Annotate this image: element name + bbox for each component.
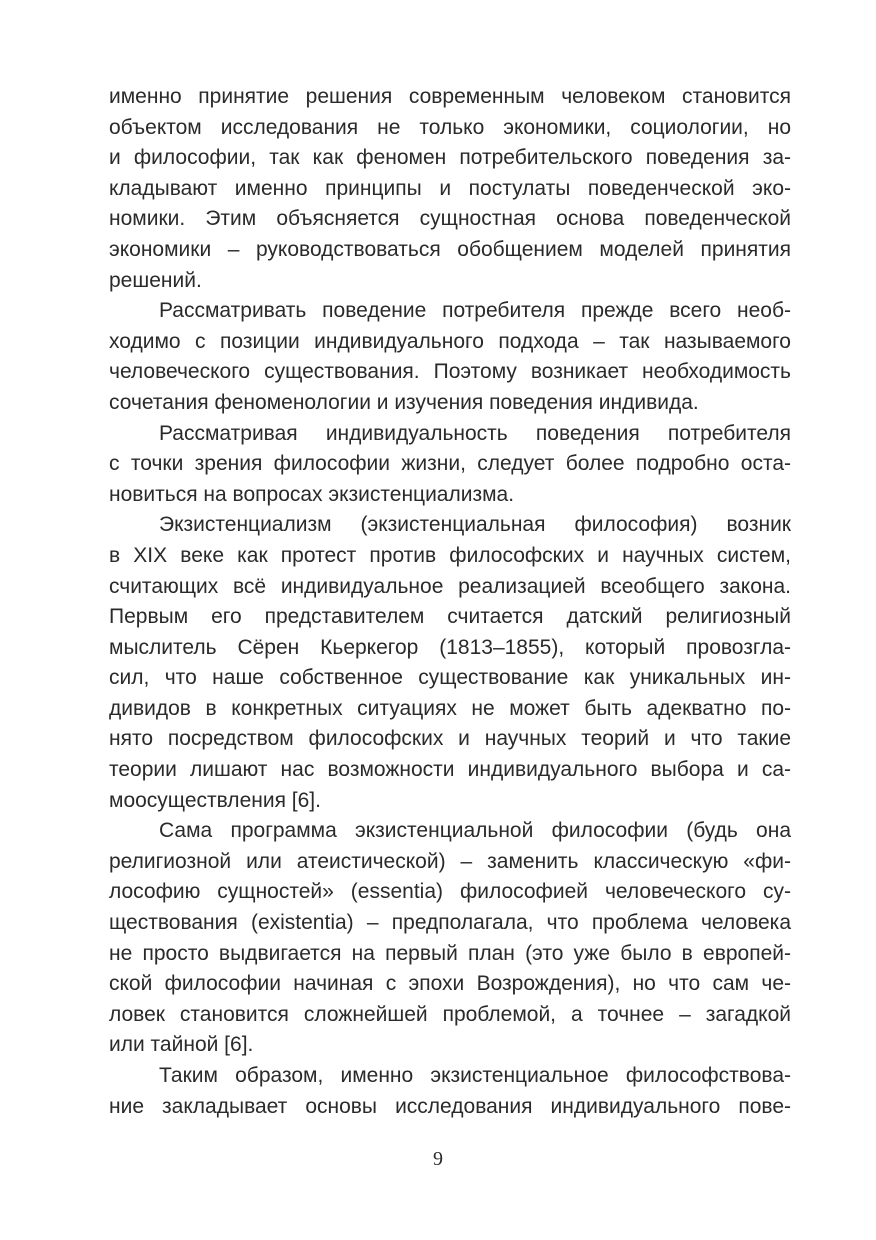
text-line: или тайной [6].	[109, 1033, 254, 1057]
text-line: теории лишают нас возможности индивидуального выбора и са-	[109, 758, 791, 782]
text-line: нято посредством философских и научных теорий и что такие	[109, 727, 791, 751]
text-line: с точки зрения философии жизни, следует более подробно оста-	[109, 452, 791, 476]
body-text	[109, 82, 791, 1122]
text-line: именно принятие решения современным человеком становится	[109, 85, 791, 108]
text-line: Рассматривая индивидуальность поведения потребителя	[159, 421, 791, 445]
text-line: сочетания феноменологии и изучения поведения индивида.	[109, 390, 699, 414]
text-line: в XIX веке как протест против философских и научных систем,	[109, 543, 791, 567]
text-line: религиозной или атеистической) – заменить классическую «фи-	[109, 849, 791, 873]
text-line: ходимо с позиции индивидуального подхода – так называемого	[109, 329, 791, 353]
text-line: Экзистенциализм (экзистенциальная философия) возник	[159, 513, 791, 537]
text-line: Таким образом, именно экзистенциальное философствова-	[159, 1064, 791, 1087]
text-line: кладывают именно принципы и постулаты поведенческой эко-	[109, 176, 791, 200]
text-line: лософию сущностей» (essentia) философией человеческого су-	[109, 880, 791, 904]
text-line: ние закладывает основы исследования индивидуального пове-	[109, 1094, 791, 1118]
text-line: ловек становится сложнейшей проблемой, а точнее – загадкой	[109, 1002, 791, 1026]
text-line: человеческого существования. Поэтому возникает необходимость	[109, 360, 791, 384]
text-line: экономики – руководствоваться обобщением моделей принятия	[109, 237, 791, 261]
text-line: ществования (existentia) – предполагала, что проблема человека	[109, 911, 791, 935]
text-line: объектом исследования не только экономики, социологии, но	[109, 115, 791, 139]
text-line: мыслитель Сёрен Кьеркегор (1813–1855), который провозгла-	[109, 635, 791, 659]
page-number: 9	[433, 1148, 443, 1170]
text-line: решений.	[109, 268, 202, 292]
text-line: считающих всё индивидуальное реализацией всеобщего закона.	[109, 574, 791, 598]
text-line: моосуществления [6].	[109, 788, 321, 812]
text-line: Первым его представителем считается датский религиозный	[109, 605, 791, 629]
text-line: Рассматривать поведение потребителя прежде всего необ-	[159, 299, 791, 323]
text-line: Сама программа экзистенциальной философии (будь она	[159, 819, 791, 843]
text-line: дивидов в конкретных ситуациях не может быть адекватно по-	[109, 696, 791, 720]
text-line: сил, что наше собственное существование как уникальных ин-	[109, 666, 791, 690]
text-line: новиться на вопросах экзистенциализма.	[109, 482, 515, 506]
text-line: не просто выдвигается на первый план (это уже было в европей-	[109, 941, 791, 965]
text-line: и философии, так как феномен потребительского поведения за-	[109, 146, 791, 170]
text-line: номики. Этим объясняется сущностная основа поведенческой	[109, 207, 791, 231]
text-line: ской философии начиная с эпохи Возрождения), но что сам че-	[109, 972, 791, 996]
